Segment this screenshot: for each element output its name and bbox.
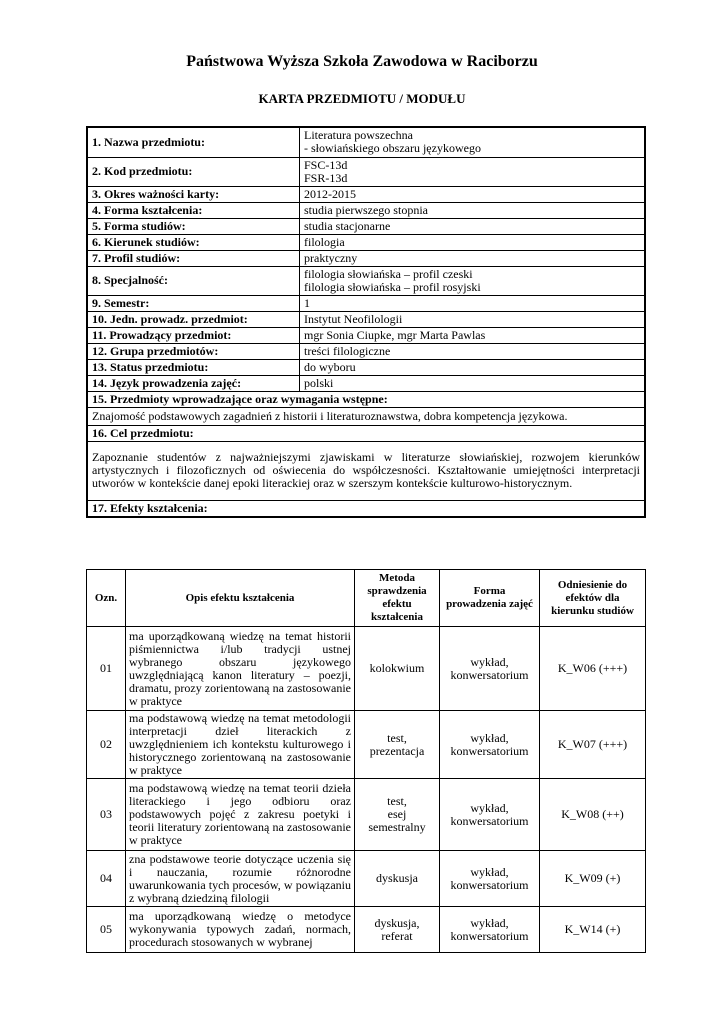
info-value-line: studia pierwszego stopnia [304, 202, 428, 217]
info-table [86, 126, 646, 518]
info-label: 7. Profil studiów: [87, 250, 300, 266]
info-value [300, 266, 646, 295]
info-value [300, 359, 646, 375]
info-row [87, 127, 645, 157]
effect-form [440, 627, 540, 711]
info-value [300, 311, 646, 327]
info-value-line: filologia słowiańska – profil rosyjski [304, 279, 481, 294]
effect-form [440, 779, 540, 851]
effects-table [86, 569, 646, 953]
effect-desc: ma uporządkowaną wiedzę na temat historii piśmiennictwa i/lub tradycji ustnej wybranego obszaru językowego uwzględniającą kanon literatury – poezji, dramatu, prozy zorientowaną na zastosowanie w praktyce [126, 627, 355, 711]
info-value-line: mgr Sonia Ciupke, mgr Marta Pawlas [304, 327, 486, 342]
section16-text: Zapoznanie studentów z najważniejszymi zjawiskami w literaturze słowiańskiej, rozwojem kierunków artystycznych i filozoficznych od oświecenia do współczesności. Kształtowanie umiejętności interpretacji utworów w kontekście danej epoki literackiej oraz w szerszym kontekście kulturowo-historycznym. [87, 441, 645, 500]
effect-method-line: esej [387, 807, 407, 821]
info-row [87, 266, 645, 295]
effect-method-line: prezentacja [369, 743, 425, 758]
effect-form-line: konwersatorium [450, 877, 529, 892]
effect-form [440, 711, 540, 779]
effect-method-line: dyskusja, [374, 915, 420, 930]
effect-desc: zna podstawowe teorie dotyczące uczenia się i nauczania, rozumie różnorodne uwarunkowania tych procesów, w powiązaniu z wybraną dziedziną filologii [126, 851, 355, 907]
info-label: 11. Prowadzący przedmiot: [87, 327, 300, 343]
info-label: 3. Okres ważności karty: [87, 186, 300, 202]
section15-text: Znajomość podstawowych zagadnień z historii i literaturoznawstwa, dobra kompetencja językowa. [87, 407, 645, 425]
info-label: 6. Kierunek studiów: [87, 234, 300, 250]
info-label: 5. Forma studiów: [87, 218, 300, 234]
effect-form [440, 907, 540, 953]
info-row [87, 157, 645, 186]
effect-id: 04 [87, 851, 126, 907]
effect-form-line: konwersatorium [450, 743, 529, 758]
effect-ref: K_W07 (+++) [540, 711, 646, 779]
info-label: 9. Semestr: [87, 295, 300, 311]
effect-form-line: konwersatorium [450, 928, 529, 943]
effect-method [355, 711, 440, 779]
info-row [87, 218, 645, 234]
effect-ref: K_W09 (+) [540, 851, 646, 907]
info-value-line: praktyczny [304, 250, 358, 265]
info-value [300, 343, 646, 359]
info-row [87, 186, 645, 202]
info-row [87, 311, 645, 327]
effect-row [87, 851, 646, 907]
info-row [87, 295, 645, 311]
effect-form [440, 851, 540, 907]
section15-heading: 15. Przedmioty wprowadzające oraz wymagania wstępne: [87, 391, 645, 407]
info-value [300, 218, 646, 234]
institution-title: Państwowa Wyższa Szkoła Zawodowa w Raciborzu [186, 53, 538, 70]
info-label: 1. Nazwa przedmiotu: [87, 127, 300, 157]
col-header-method: Metoda sprawdzenia efektu kształcenia [355, 570, 440, 627]
effect-method-line: referat [381, 928, 413, 943]
effect-ref: K_W08 (++) [540, 779, 646, 851]
effect-row [87, 627, 646, 711]
info-row [87, 250, 645, 266]
info-value-line: treści filologiczne [304, 343, 391, 358]
info-label: 2. Kod przedmiotu: [87, 157, 300, 186]
info-row [87, 234, 645, 250]
effect-desc: ma podstawową wiedzę na temat metodologii interpretacji dzieł literackich z uwzględnieniem ich kontekstu kulturowego i historycznego zorientowaną na zastosowanie w praktyce [126, 711, 355, 779]
info-label: 8. Specjalność: [87, 266, 300, 295]
info-value [300, 327, 646, 343]
effect-row [87, 711, 646, 779]
effect-row [87, 907, 646, 953]
info-label: 12. Grupa przedmiotów: [87, 343, 300, 359]
info-value [300, 157, 646, 186]
info-value-line: do wyboru [304, 359, 356, 374]
effect-ref: K_W06 (+++) [540, 627, 646, 711]
effect-id: 03 [87, 779, 126, 851]
info-value-line: filologia [304, 234, 345, 249]
info-value [300, 186, 646, 202]
effect-row [87, 779, 646, 851]
info-row [87, 343, 645, 359]
effect-method-line: kolokwium [369, 661, 425, 675]
info-value-line: FSC-13d [304, 157, 348, 172]
effect-desc: ma podstawową wiedzę na temat teorii dzieła literackiego i jego odbioru oraz podstawowych pojęć z zakresu poetyki i teorii literatury zorientowaną na zastosowanie w praktyce [126, 779, 355, 851]
info-value [300, 234, 646, 250]
effect-method-line: semestralny [368, 820, 426, 834]
effect-id: 02 [87, 711, 126, 779]
effect-method-line: test, [387, 794, 407, 808]
section16-heading: 16. Cel przedmiotu: [87, 425, 645, 441]
effect-form-line: konwersatorium [450, 813, 529, 828]
effect-form-line: wykład, [470, 915, 509, 930]
col-header-desc: Opis efektu kształcenia [126, 570, 355, 627]
effect-desc: ma uporządkowaną wiedzę o metodyce wykonywania typowych zadań, normach, procedurach stosowanych w wybranej [126, 907, 355, 953]
col-header-id: Ozn. [87, 570, 126, 627]
effect-method [355, 907, 440, 953]
effect-method [355, 627, 440, 711]
info-value-line: studia stacjonarne [304, 218, 391, 233]
effect-form-line: wykład, [470, 864, 509, 879]
info-value-line: Literatura powszechna [304, 128, 413, 143]
info-value [300, 127, 646, 157]
info-label: 13. Status przedmiotu: [87, 359, 300, 375]
card-title: KARTA PRZEDMIOTU / MODUŁU [258, 91, 466, 106]
info-value-line: polski [304, 375, 334, 390]
info-value-line: filologia słowiańska – profil czeski [304, 266, 473, 281]
section17-heading: 17. Efekty kształcenia: [87, 500, 645, 517]
info-row [87, 327, 645, 343]
effect-ref: K_W14 (+) [540, 907, 646, 953]
info-value-line: 2012-2015 [304, 186, 356, 201]
col-header-ref: Odniesienie do efektów dla kierunku studiów [540, 570, 646, 627]
info-label: 4. Forma kształcenia: [87, 202, 300, 218]
effect-form-line: konwersatorium [450, 667, 529, 682]
info-value-line: Instytut Neofilologii [304, 311, 403, 326]
info-value [300, 250, 646, 266]
effect-id: 01 [87, 627, 126, 711]
effect-method [355, 779, 440, 851]
info-value-line: FSR-13d [304, 170, 348, 185]
effect-method-line: dyskusja [376, 871, 418, 885]
info-row [87, 375, 645, 391]
info-value-line: 1 [304, 295, 310, 310]
info-value-line: - słowiańskiego obszaru językowego [304, 141, 481, 156]
info-label: 14. Język prowadzenia zajęć: [87, 375, 300, 391]
info-value [300, 202, 646, 218]
info-row [87, 202, 645, 218]
effect-method [355, 851, 440, 907]
info-value [300, 295, 646, 311]
col-header-form: Forma prowadzenia zajęć [440, 570, 540, 627]
effect-form-line: wykład, [470, 654, 509, 669]
info-label: 10. Jedn. prowadz. przedmiot: [87, 311, 300, 327]
info-value [300, 375, 646, 391]
effect-form-line: wykład, [470, 800, 509, 815]
effect-id: 05 [87, 907, 126, 953]
effect-method-line: test, [387, 730, 407, 745]
effect-form-line: wykład, [470, 730, 509, 745]
info-row [87, 359, 645, 375]
